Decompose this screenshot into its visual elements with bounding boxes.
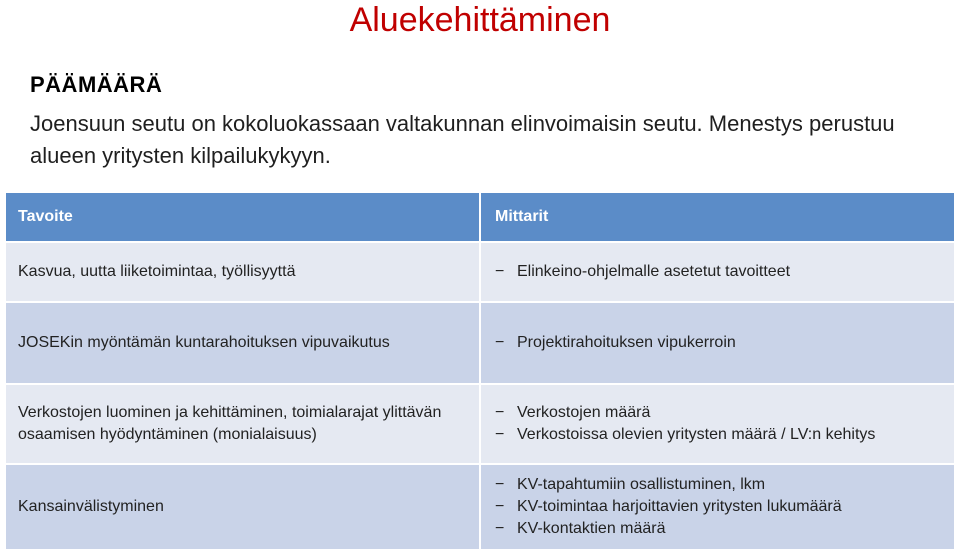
metrics-cell bbox=[479, 465, 954, 549]
list-item: − Verkostojen määrä bbox=[495, 404, 651, 421]
goal-cell: Kansainvälistyminen bbox=[6, 465, 479, 549]
header-goal: Tavoite bbox=[6, 193, 479, 241]
table-row bbox=[6, 463, 954, 549]
list-item: − KV-tapahtumiin osallistuminen, lkm bbox=[495, 476, 766, 493]
page-title: Aluekehittäminen bbox=[349, 1, 611, 39]
section-heading: PÄÄMÄÄRÄ bbox=[30, 72, 163, 97]
list-item: − Elinkeino-ohjelmalle asetetut tavoitteet bbox=[495, 263, 791, 280]
metrics-cell bbox=[479, 303, 954, 383]
table-row bbox=[6, 301, 954, 383]
table-row bbox=[6, 241, 954, 301]
header-metrics: Mittarit bbox=[479, 193, 954, 241]
metrics-cell bbox=[479, 385, 954, 463]
goal-cell: Verkostojen luominen ja kehittäminen, toimialarajat ylittävän osaamisen hyödyntäminen (monialaisuus) bbox=[6, 385, 479, 463]
table-row bbox=[6, 383, 954, 463]
metrics-cell bbox=[479, 243, 954, 301]
goals-table bbox=[6, 193, 954, 549]
list-item: − Verkostoissa olevien yritysten määrä / LV:n kehitys bbox=[495, 426, 876, 443]
goal-cell: JOSEKin myöntämän kuntarahoituksen vipuvaikutus bbox=[6, 303, 479, 383]
goal-cell: Kasvua, uutta liiketoimintaa, työllisyyttä bbox=[6, 243, 479, 301]
intro-paragraph: Joensuun seutu on kokoluokassaan valtakunnan elinvoimaisin seutu. Menestys perustuu alueen yritysten kilpailukykyyn. bbox=[30, 111, 895, 168]
list-item: − KV-kontaktien määrä bbox=[495, 520, 666, 537]
list-item: − KV-toimintaa harjoittavien yritysten lukumäärä bbox=[495, 498, 842, 515]
list-item: − Projektirahoituksen vipukerroin bbox=[495, 334, 736, 351]
table-header-row bbox=[6, 193, 954, 241]
